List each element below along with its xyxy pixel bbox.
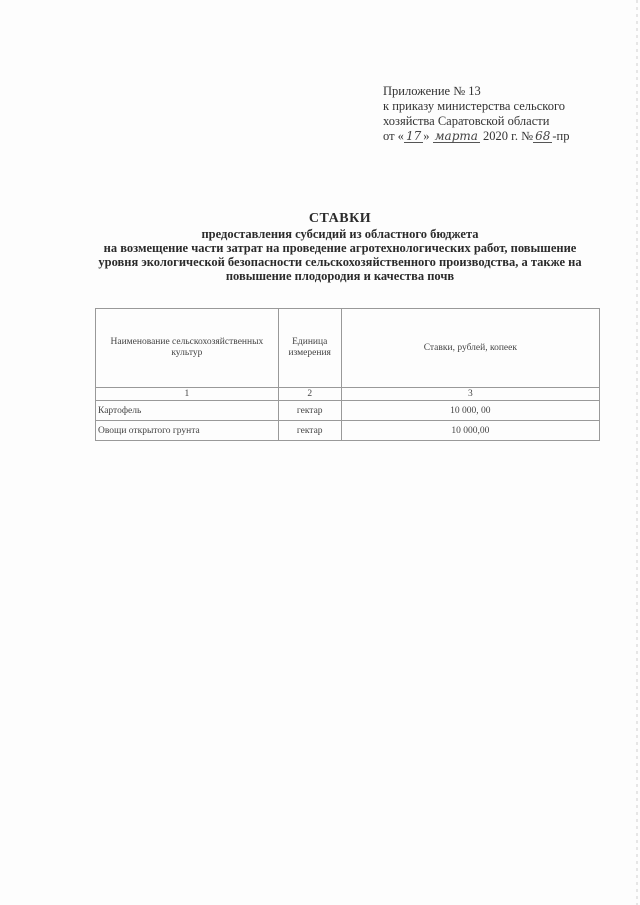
crop-name-cell: Овощи открытого грунта bbox=[96, 421, 279, 441]
column-number-1: 1 bbox=[96, 388, 279, 401]
document-title bbox=[80, 212, 600, 283]
column-number-3: 3 bbox=[341, 388, 599, 401]
date-month: марта bbox=[434, 129, 478, 143]
title-line-1: предоставления субсидий из областного бюджета bbox=[201, 227, 479, 241]
table-row bbox=[96, 421, 600, 441]
header-rate: Ставки, рублей, копеек bbox=[341, 309, 599, 388]
header-crop-name: Наименование сельскохозяйственных культур bbox=[96, 309, 279, 388]
crop-name-cell: Картофель bbox=[96, 401, 279, 421]
date-year: 2020 г. № bbox=[483, 129, 534, 143]
appendix-block bbox=[383, 84, 613, 144]
table-row bbox=[96, 401, 600, 421]
title-line-3: уровня экологической безопасности сельскохозяйственного производства, а также на bbox=[98, 255, 582, 269]
rate-cell: 10 000,00 bbox=[341, 421, 599, 441]
date-mid: » bbox=[423, 129, 430, 143]
scan-edge bbox=[636, 0, 638, 905]
header-unit: Единица измерения bbox=[278, 309, 341, 388]
unit-cell: гектар bbox=[278, 421, 341, 441]
appendix-line-3: хозяйства Саратовской области bbox=[383, 114, 550, 128]
unit-cell: гектар bbox=[278, 401, 341, 421]
appendix-line-2: к приказу министерства сельского bbox=[383, 99, 566, 113]
order-suffix: -пр bbox=[552, 129, 570, 143]
column-number-2: 2 bbox=[278, 388, 341, 401]
appendix-date-line bbox=[383, 129, 613, 144]
date-day: 17 bbox=[405, 129, 422, 143]
rates-table bbox=[95, 308, 600, 441]
rate-cell: 10 000, 00 bbox=[341, 401, 599, 421]
order-number: 68 bbox=[535, 129, 551, 143]
title-line-2: на возмещение части затрат на проведение агротехнологических работ, повышение bbox=[103, 241, 577, 255]
appendix-line-1: Приложение № 13 bbox=[383, 84, 481, 98]
table-header-row bbox=[96, 309, 600, 388]
title-heading: СТАВКИ bbox=[308, 211, 372, 226]
title-line-4: повышение плодородия и качества почв bbox=[225, 269, 455, 283]
date-prefix: от « bbox=[383, 129, 404, 143]
table-column-number-row bbox=[96, 388, 600, 401]
